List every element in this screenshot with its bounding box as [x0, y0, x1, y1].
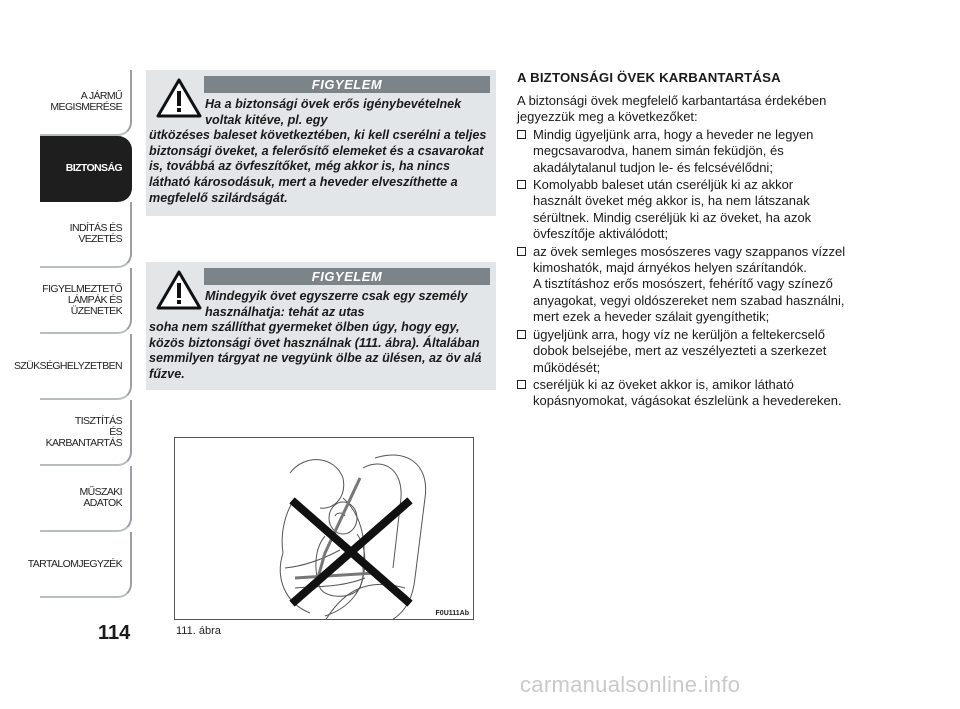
list-item-text: az övek semleges mosószeres vagy szappanos vízzel kimoshatók, majd árnyékos helyen szárítandók. A tisztításhoz erős mosószert, fehérítő vagy színező anyagokat, vegyi oldószereket nem szabad használni, mert ezek a heveder szálait gyengíthetik; [533, 243, 846, 325]
checkbox-bullet-icon [517, 330, 526, 339]
warning-body: soha nem szállíthat gyermeket ölben úgy, hogy egy, közös biztonsági övet használnak (111. ábra). Általában semmilyen tárgyat ne vegyünk ölbe az ülésen, az öv alá fűzve. [149, 320, 482, 381]
watermark: carmanualsonline.info [520, 672, 741, 697]
warning-body: ütközéses baleset következtében, ki kell cserélni a teljes biztonsági öveket, a felerősítő elemeket és a csavarokat is, továbbá az övfeszítőket, még akkor is, ha nincs látható károsodásuk, mert a heveder elveszíthette a megfelelő szilárdságát. [149, 128, 487, 205]
warning-title: FIGYELEM [204, 76, 490, 93]
section-heading: A BIZTONSÁGI ÖVEK KARBANTARTÁSA [517, 70, 781, 85]
list-item-text: cseréljük ki az öveket akkor is, amikor látható kopásnyomokat, vágásokat észlelünk a hevedereken. [533, 376, 842, 409]
list-item [517, 377, 887, 410]
warning-box-1 [146, 70, 496, 216]
figure-code: F0U111Ab [435, 610, 469, 617]
child-on-lap-illustration [175, 438, 474, 620]
warning-box-2 [146, 262, 496, 390]
warning-lead: Ha a biztonsági övek erős igénybevételnek voltak kitéve, pl. egy [205, 97, 462, 127]
chapter-tab[interactable]: INDÍTÁS ÉS VEZETÉS [40, 202, 132, 268]
maintenance-list [517, 127, 887, 410]
checkbox-bullet-icon [517, 247, 526, 256]
chapter-tab[interactable]: MŰSZAKI ADATOK [40, 466, 132, 532]
list-item [517, 244, 887, 326]
page-number: 114 [98, 622, 131, 644]
maintenance-section [517, 70, 887, 411]
checkbox-bullet-icon [517, 180, 526, 189]
chapter-tab[interactable]: FIGYELMEZTETŐ LÁMPÁK ÉS ÜZENETEK [40, 268, 132, 334]
chapter-tab[interactable]: SZÜKSÉGHELYZETBEN [40, 334, 132, 400]
figure-111 [174, 437, 474, 620]
chapter-tab[interactable]: A JÁRMŰ MEGISMERÉSE [40, 70, 132, 136]
checkbox-bullet-icon [517, 130, 526, 139]
warning-text [149, 289, 490, 383]
warning-title: FIGYELEM [204, 268, 490, 285]
chapter-tabs [13, 70, 132, 598]
list-item [517, 327, 887, 376]
warning-lead: Mindegyik övet egyszerre csak egy személy használhatja: tehát az utas [205, 289, 468, 319]
chapter-tab[interactable]: BIZTONSÁG [40, 136, 132, 202]
list-item [517, 127, 887, 176]
checkbox-bullet-icon [517, 380, 526, 389]
list-item [517, 177, 887, 243]
warning-text [149, 97, 490, 206]
list-item-text: Komolyabb baleset után cseréljük ki az akkor használt öveket még akkor is, ha nem látszanak sérültnek. Mindig cseréljük ki az öveket, ha azok övfeszítője aktiválódott; [533, 177, 812, 242]
list-item-text: Mindig ügyeljünk arra, hogy a heveder ne legyen megcsavarodva, hanem simán feküdjön, és akadálytalanul tudjon le- és felcsévélődni; [533, 126, 814, 175]
chapter-tab[interactable]: TARTALOMJEGYZÉK [40, 532, 132, 598]
chapter-tab[interactable]: TISZTÍTÁS ÉS KARBANTARTÁS [40, 400, 132, 466]
list-item-text: ügyeljünk arra, hogy víz ne kerüljön a feltekercselő dobok belsejébe, mert az veszélyezteti a szerkezet működését; [533, 326, 827, 375]
section-intro: A biztonsági övek megfelelő karbantartása érdekében jegyezzük meg a következőket: [517, 93, 827, 125]
figure-caption: 111. ábra [176, 625, 221, 637]
